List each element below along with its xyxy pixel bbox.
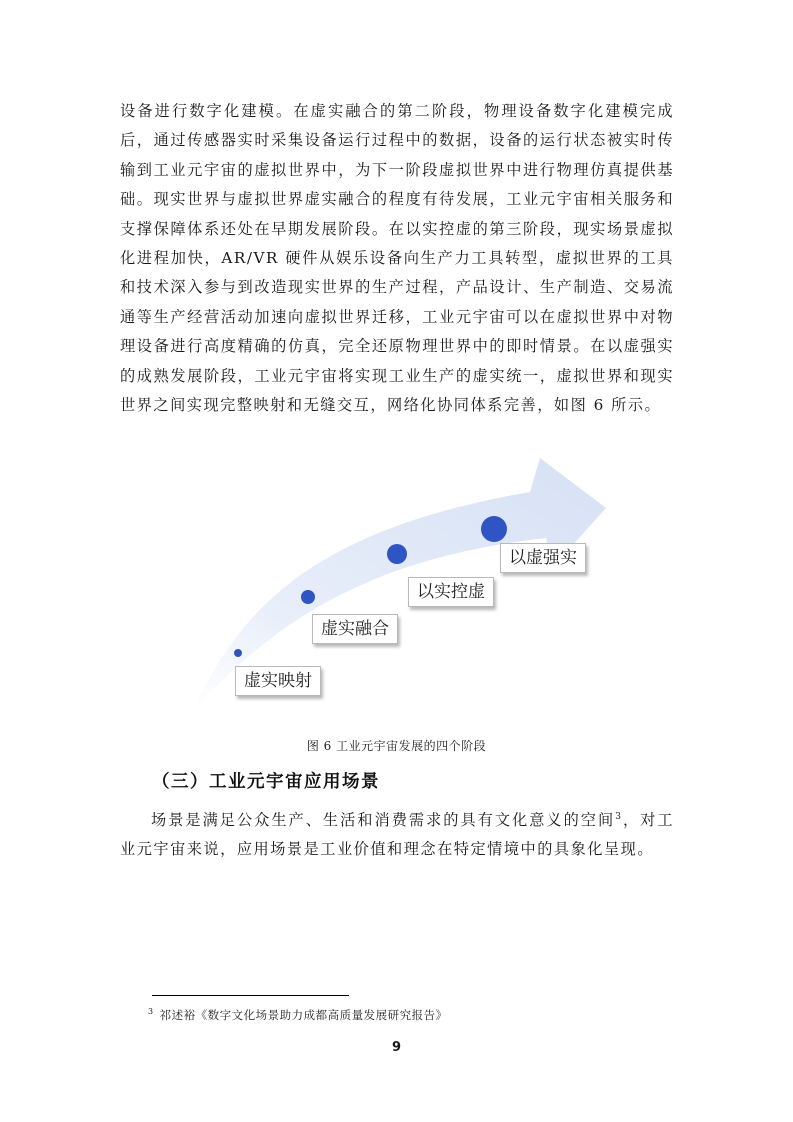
footnote bbox=[148, 1007, 448, 1023]
body-paragraph-2 bbox=[120, 806, 674, 865]
stage-label-4: 以虚强实 bbox=[500, 543, 586, 573]
stage-dot-1 bbox=[234, 649, 242, 657]
footnote-divider bbox=[152, 995, 349, 996]
stage-dot-2 bbox=[301, 590, 315, 604]
stage-label-3: 以实控虚 bbox=[408, 577, 494, 607]
stage-dot-3 bbox=[387, 544, 407, 564]
paragraph-2-text-rest: ，对工业元宇宙来说，应用场景是工业价值和理念在特定情境中的具象化呈现。 bbox=[120, 811, 675, 859]
stages-figure bbox=[180, 450, 620, 720]
stage-dot-4 bbox=[481, 516, 507, 542]
stage-label-2: 虚实融合 bbox=[312, 614, 398, 644]
paragraph-2-text: 场景是满足公众生产、生活和消费需求的具有文化意义的空间 bbox=[151, 811, 616, 829]
footnote-text: 祁述裕《数字文化场景助力成都高质量发展研究报告》 bbox=[159, 1008, 448, 1022]
footnote-marker: 3 bbox=[148, 1007, 154, 1017]
section-heading: （三）工业元宇宙应用场景 bbox=[152, 772, 380, 792]
figure-caption: 图 6 工业元宇宙发展的四个阶段 bbox=[306, 739, 487, 753]
footnote-reference[interactable]: 3 bbox=[615, 811, 623, 822]
stage-label-1: 虚实映射 bbox=[235, 666, 321, 696]
page-number: 9 bbox=[391, 1040, 402, 1055]
body-paragraph: 设备进行数字化建模。在虚实融合的第二阶段，物理设备数字化建模完成后，通过传感器实时采集设备运行过程中的数据，设备的运行状态被实时传输到工业元宇宙的虚拟世界中，为下一阶段虚拟世界中进行物理仿真提供基础。现实世界与虚拟世界虚实融合的程度有待发展，工业元宇宙相关服务和支撑保障体系还处在早期发展阶段。在以实控虚的第三阶段，现实场景虚拟化进程加快，AR/VR 硬件从娱乐设备向生产力工具转型，虚拟世界的工具和技术深入参与到改造现实世界的生产过程，产品设计、生产制造、交易流通等生产经营活动加速向虚拟世界迁移，工业元宇宙可以在虚拟世界中对物理设备进行高度精确的仿真，完全还原物理世界中的即时情景。在以虚强实的成熟发展阶段，工业元宇宙将实现工业生产的虚实统一，虚拟世界和现实世界之间实现完整映射和无缝交互，网络化协同体系完善，如图 6 所示。 bbox=[120, 102, 674, 415]
